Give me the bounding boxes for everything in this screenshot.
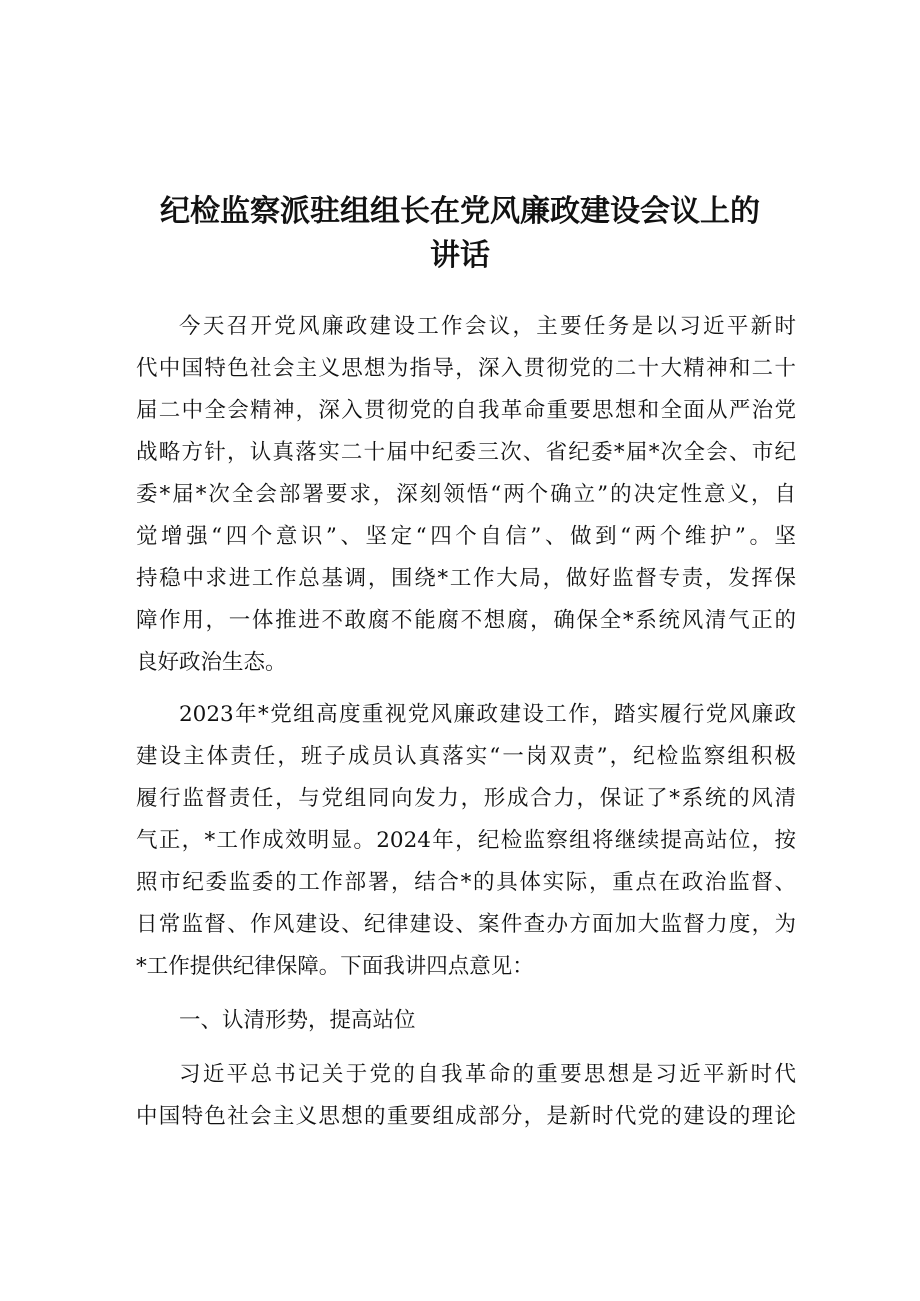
body-line: 今天召开党风廉政建设工作会议，主要任务是以习近平新时 xyxy=(179,314,796,339)
section-heading: 一、认清形势，提高站位 xyxy=(179,1008,416,1033)
body-line: 气正，*工作成效明显。2024年，纪检监察组将继续提高站位，按 xyxy=(136,828,796,853)
body-line: 2023年*党组高度重视党风廉政建设工作，踏实履行党风廉政 xyxy=(179,702,796,727)
body-line: 建设主体责任，班子成员认真落实“一岗双责”，纪检监察组积极 xyxy=(136,744,796,769)
body-line: 战略方针，认真落实二十届中纪委三次、省纪委*届*次全会、市纪 xyxy=(136,440,796,465)
body-line: 障作用，一体推进不敢腐不能腐不想腐，确保全*系统风清气正的 xyxy=(136,608,796,633)
body-line: 代中国特色社会主义思想为指导，深入贯彻党的二十大精神和二十 xyxy=(136,356,796,381)
body-line: 中国特色社会主义思想的重要组成部分，是新时代党的建设的理论 xyxy=(136,1104,796,1129)
body-line: 履行监督责任，与党组同向发力，形成合力，保证了*系统的风清 xyxy=(136,786,796,811)
body-line: 届二中全会精神，深入贯彻党的自我革命重要思想和全面从严治党 xyxy=(136,398,796,423)
body-line: 习近平总书记关于党的自我革命的重要思想是习近平新时代 xyxy=(179,1062,796,1087)
document-title-line-1: 纪检监察派驻组组长在党风廉政建设会议上的 xyxy=(160,194,760,229)
body-line: 日常监督、作风建设、纪律建设、案件查办方面加大监督力度，为 xyxy=(136,912,796,937)
body-line: 良好政治生态。 xyxy=(136,650,287,675)
body-line: 照市纪委监委的工作部署，结合*的具体实际，重点在政治监督、 xyxy=(136,870,796,895)
body-line: 持稳中求进工作总基调，围绕*工作大局，做好监督专责，发挥保 xyxy=(136,566,796,591)
body-line: 觉增强“四个意识”、坚定“四个自信”、做到“两个维护”。坚 xyxy=(136,524,796,549)
body-line: *工作提供纪律保障。下面我讲四点意见： xyxy=(136,954,534,979)
body-line: 委*届*次全会部署要求，深刻领悟“两个确立”的决定性意义，自 xyxy=(136,482,796,507)
document-title-line-2: 讲话 xyxy=(430,238,490,273)
